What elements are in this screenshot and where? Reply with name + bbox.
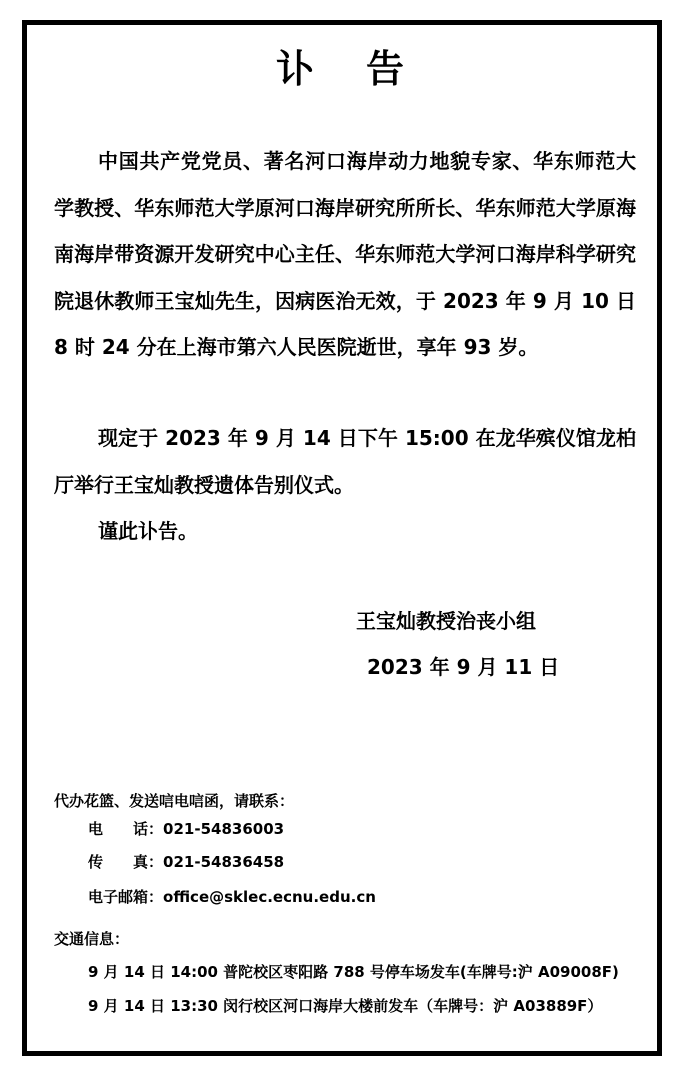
fax-label-last: 真： [133, 853, 164, 871]
phone-number: 021-54836003 [163, 820, 285, 838]
fax-label [88, 855, 163, 870]
email-address: office@sklec.ecnu.edu.cn [163, 888, 376, 906]
notice-paragraph-announcement: 中国共产党党员、著名河口海岸动力地貌专家、华东师范大学教授、华东师范大学原河口海岸研究所所长、华东师范大学原海南海岸带资源开发研究中心主任、华东师范大学河口海岸科学研究院退休教师王宝灿先生，因病医治无效，于 2023 年 9 月 10 日 8 时 24 分在上海市第六人民医院逝世，享年 93 岁。 [54, 149, 636, 359]
signature-organization: 王宝灿教授治丧小组 [356, 609, 536, 633]
transport-trip-putuo: 9 月 14 日 14:00 普陀校区枣阳路 788 号停车场发车(车牌号:沪 A09008F) [88, 963, 619, 981]
fax-number: 021-54836458 [163, 853, 285, 871]
contact-heading: 代办花篮、发送唁电唁函，请联系： [54, 792, 295, 810]
notice-title: 讣告 [275, 47, 456, 91]
transport-heading: 交通信息： [54, 930, 130, 948]
signature-date: 2023 年 9 月 11 日 [367, 655, 560, 679]
transport-trip-minhang: 9 月 14 日 13:30 闵行校区河口海岸大楼前发车（车牌号：沪 A03889F） [88, 997, 603, 1015]
notice-paragraph-ceremony: 现定于 2023 年 9 月 14 日下午 15:00 在龙华殡仪馆龙柏厅举行王宝灿教授遗体告别仪式。 [54, 426, 636, 497]
contact-email-row [88, 890, 376, 905]
fax-label-first: 传 [88, 853, 134, 871]
phone-label [88, 822, 163, 837]
email-label: 电子邮箱： [88, 888, 164, 906]
contact-phone-row [88, 822, 284, 837]
phone-label-last: 话： [133, 820, 164, 838]
contact-fax-row [88, 855, 284, 870]
phone-label-first: 电 [88, 820, 134, 838]
notice-paragraph-closing: 谨此讣告。 [98, 519, 198, 543]
